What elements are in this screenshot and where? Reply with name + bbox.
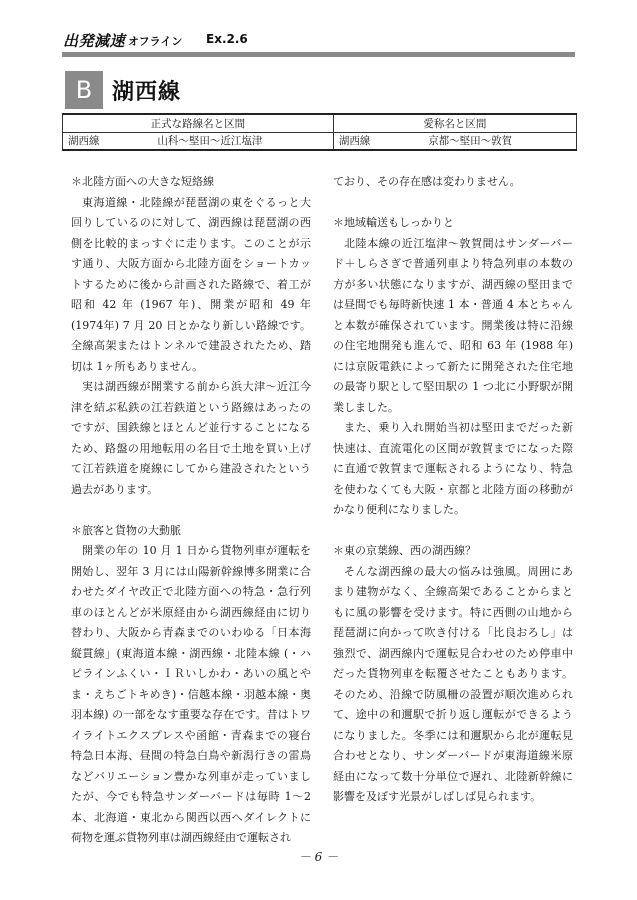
right-column: [333, 172, 573, 808]
article-paragraph: 東海道線・北陸線が琵琶湖の東をぐるっと大回りしているのに対して、湖西線は琵琶湖の西側を比較的まっすぐに走ります。このことが示す通り、大阪方面から北陸方面をショートカットするために後から計画された路線で、着工が昭和 42 年 (1967 年)、開業が昭和 49 年 (1974年) 7 月 20 日とかなり新しい路線です。全線高架またはトンネルで建設されたため、踏切は 1ヶ所もありません。: [71, 195, 311, 373]
running-header: [63, 30, 573, 54]
official-header: 正式な路線名と区間: [63, 114, 334, 132]
left-column: [71, 172, 311, 849]
official-line: 湖西線: [68, 135, 100, 148]
page-number: － 6 －: [298, 850, 339, 864]
nickname-header: 愛称名と区間: [333, 114, 576, 132]
official-cell: [63, 132, 334, 150]
article-paragraph: 実は湖西線が開業する前から浜大津～近江今津を結ぶ私鉄の江若鉄道という路線はあったのですが、国鉄線とほとんど並行することになるため、路盤の用地転用の名目で土地を買い上げて江若鉄道を廃線にしてから建設されたという過去があります。: [71, 380, 311, 496]
article-paragraph: 北陸本線の近江塩津～敦賀間はサンダーバード＋しらさぎで普通列車より特急列車の本数の方が多い状態になりますが、湖西線の堅田までは昼間でも毎時新快速 1 本・普通 4 本とちゃんと本数が確保されています。開業後は特に沿線の住宅地開発も進んで、昭和 63 年 (1988 年)には京阪電鉄によって新たに開発された住宅地の最寄り駅として堅田駅の 1 つ北に小野駅が開業しました。: [333, 236, 573, 414]
header-title: 出発減速: [63, 32, 126, 50]
article-heading: ＊地域輸送もしっかりと: [333, 216, 454, 229]
article-heading: ＊北陸方面への大きな短絡線: [71, 175, 214, 188]
article-paragraph: また、乗り入れ開始当初は堅田までだった新快速は、直流電化の区間が敦賀までになった際に直通で敦賀まで運転されるようになり、特急を使わなくても大阪・京都と北陸方面の移動がかなり便利になりました。: [333, 421, 573, 516]
section-title: 湖西線: [112, 80, 182, 105]
nickname-line: 湖西線: [338, 135, 371, 148]
section-badge: B: [65, 71, 103, 109]
nickname-section: 京都～堅田～敦賀: [428, 135, 513, 148]
nickname-cell: [333, 132, 576, 150]
article-paragraph: 開業の年の 10 月 1 日から貨物列車が運転を開始し、翌年 3 月には山陽新幹線博多開業に合わせたダイヤ改正で北陸方面への特急・急行列車のほとんどが米原経由から湖西線経由に切り替わり、大阪から青森までのいわゆる「日本海縦貫線」(東海道本線・湖西線・北陸本線 (・ハピラインふくい・ＩＲいしかわ・あいの風とやま・えちごトキめき)・信越本線・羽越本線・奥羽本線) の一部をなす重要な存在です。昔はトワイライトエクスプレスや函館・青森までの寝台特急日本海、昼間の特急白鳥や新潟行きの雷鳥などバリエーション豊かな列車が走っていましたが、今でも特急サンダーバードは毎時 1～2 本、北海道・東北から関西以西へダイレクトに荷物を運ぶ貨物列車は湖西線経由で運転され: [71, 544, 311, 844]
official-section: 山科～堅田～近江塩津: [157, 135, 263, 148]
article-paragraph-continued: ており、その存在感は変わりません。: [333, 175, 521, 188]
header-rule: [62, 52, 575, 57]
article-heading: ＊東の京葉線、西の湖西線？: [333, 544, 476, 557]
header-subtitle: オフライン: [128, 35, 183, 48]
article-paragraph: そんな湖西線の最大の悩みは強風。周囲にあまり建物がなく、全線高架であることからまともに風の影響を受けます。特に西側の山地から琵琶湖に向かって吹き付ける「比良おろし」は強烈で、湖西線内で運転見合わせのため停車中だった貨物列車を転覆させたこともあります。そのため、沿線で防風柵の設置が順次進められて、途中の和邇駅で折り返し運転ができるようになりました。冬季には和邇駅から北が運転見合わせとなり、サンダーバードが東海道線米原経由になって数十分単位で遅れ、北陸新幹線に影響を及ぼす光景がしばしば見られます。: [333, 564, 573, 803]
header-version: Ex.2.6: [206, 32, 248, 46]
article-heading: ＊旅客と貨物の大動脈: [71, 523, 181, 537]
route-table: [62, 113, 577, 151]
